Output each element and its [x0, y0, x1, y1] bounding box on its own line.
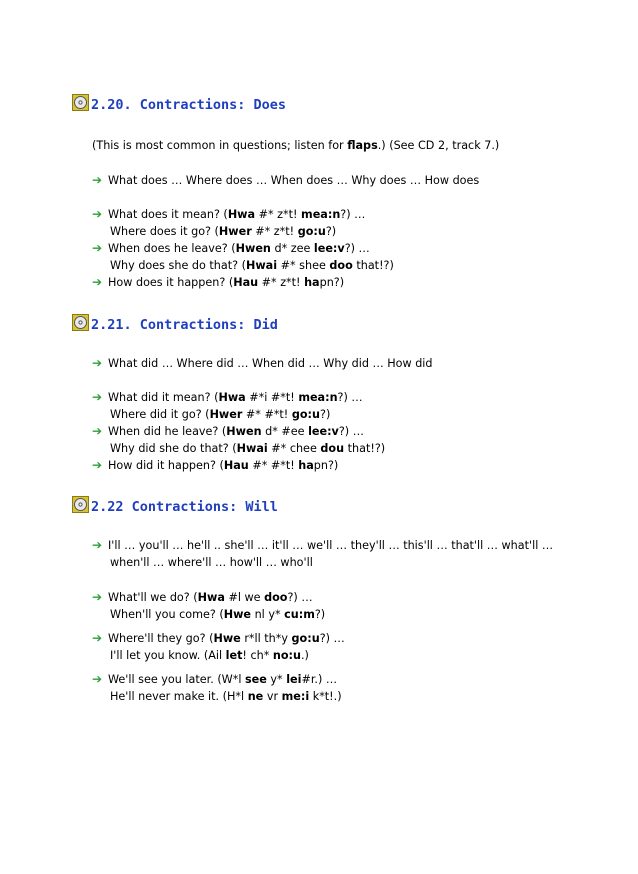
list-text: What did … Where did … When did … Why did … How did: [108, 357, 433, 370]
example-text: Where'll they go? (Hwe r*ll th*y go:u?) …: [108, 632, 345, 645]
cd-icon: [72, 314, 89, 331]
example-text: What does it mean? (Hwa #* z*t! mea:n?) …: [108, 208, 366, 221]
example-text: We'll see you later. (W*l see y* lei#r.) …: [108, 673, 338, 686]
section-note: (This is most common in questions; listen for flaps.) (See CD 2, track 7.): [92, 139, 500, 152]
list-text: when'll … where'll … how'll … who'll: [110, 556, 313, 569]
example-text: I'll let you know. (Ail let! ch* no:u.): [110, 649, 309, 662]
cd-icon: [72, 94, 89, 111]
section-heading: [72, 316, 278, 333]
list-text: What does … Where does … When does … Why does … How does: [108, 174, 480, 187]
cd-icon: [72, 496, 89, 513]
arrow-right-icon: ➔: [92, 241, 103, 255]
arrow-right-icon: ➔: [92, 631, 103, 645]
section-title: 2.22 Contractions: Will: [91, 498, 278, 515]
example-text: Why did she do that? (Hwai #* chee dou that!?): [110, 442, 386, 455]
arrow-right-icon: ➔: [92, 390, 103, 404]
example-text: When does he leave? (Hwen d* zee lee:v?) …: [108, 242, 370, 255]
arrow-right-icon: ➔: [92, 672, 103, 686]
arrow-right-icon: ➔: [92, 424, 103, 438]
example-text: Why does she do that? (Hwai #* shee doo that!?): [110, 259, 394, 272]
list-text: I'll … you'll … he'll .. she'll … it'll … we'll … they'll … this'll … that'll … what'll …: [108, 539, 554, 552]
arrow-right-icon: ➔: [92, 275, 103, 289]
arrow-right-icon: ➔: [92, 458, 103, 472]
section-heading: [72, 498, 278, 515]
example-text: When'll you come? (Hwe nl y* cu:m?): [110, 608, 326, 621]
example-text: What'll we do? (Hwa #l we doo?) …: [108, 591, 313, 604]
section-title: 2.20. Contractions: Does: [91, 96, 287, 113]
arrow-right-icon: ➔: [92, 356, 103, 370]
example-text: When did he leave? (Hwen d* #ee lee:v?) …: [108, 425, 364, 438]
example-text: He'll never make it. (H*l ne vr me:i k*t!.): [110, 690, 342, 703]
section-title: 2.21. Contractions: Did: [91, 316, 278, 333]
arrow-right-icon: ➔: [92, 207, 103, 221]
example-text: Where does it go? (Hwer #* z*t! go:u?): [110, 225, 337, 238]
arrow-right-icon: ➔: [92, 538, 103, 552]
arrow-right-icon: ➔: [92, 173, 103, 187]
example-text: How did it happen? (Hau #* #*t! hapn?): [108, 459, 339, 472]
example-text: What did it mean? (Hwa #*i #*t! mea:n?) …: [108, 391, 363, 404]
arrow-right-icon: ➔: [92, 590, 103, 604]
section-heading: [72, 96, 286, 113]
example-text: How does it happen? (Hau #* z*t! hapn?): [108, 276, 345, 289]
example-text: Where did it go? (Hwer #* #*t! go:u?): [110, 408, 331, 421]
